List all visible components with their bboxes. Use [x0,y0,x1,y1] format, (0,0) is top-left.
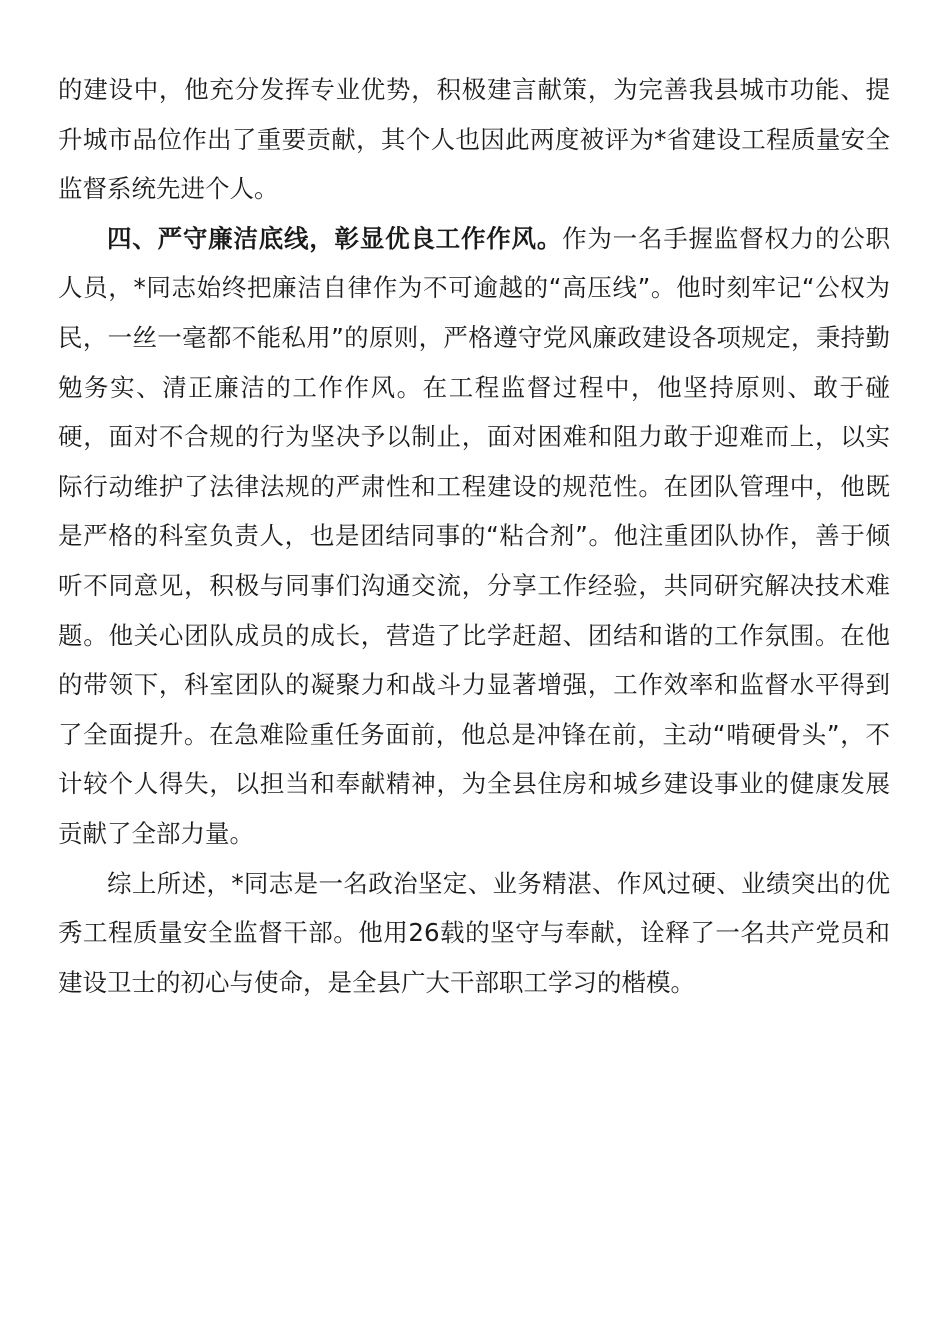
paragraph-conclusion [58,859,890,1008]
paragraph-continuation [58,65,890,214]
document-body [58,65,890,1007]
paragraph-text: 的建设中，他充分发挥专业优势，积极建言献策，为完善我县城市功能、提升城市品位作出了重要贡献，其个人也因此两度被评为*省建设工程质量安全监督系统先进个人。 [58,75,890,204]
paragraph-text: 综上所述，*同志是一名政治坚定、业务精湛、作风过硬、业绩突出的优秀工程质量安全监督干部。他用26载的坚守与奉献，诠释了一名共产党员和建设卫士的初心与使命，是全县广大干部职工学习的楷模。 [58,868,890,997]
paragraph-section-four [58,214,890,859]
paragraph-text: 作为一名手握监督权力的公职人员，*同志始终把廉洁自律作为不可逾越的“高压线”。他时刻牢记“公权为民，一丝一毫都不能私用”的原则，严格遵守党风廉政建设各项规定，秉持勤勉务实、清正廉洁的工作作风。在工程监督过程中，他坚持原则、敢于碰硬，面对不合规的行为坚决予以制止，面对困难和阻力敢于迎难而上，以实际行动维护了法律法规的严肃性和工程建设的规范性。在团队管理中，他既是严格的科室负责人，也是团结同事的“粘合剂”。他注重团队协作，善于倾听不同意见，积极与同事们沟通交流，分享工作经验，共同研究解决技术难题。他关心团队成员的成长，营造了比学赶超、团结和谐的工作氛围。在他的带领下，科室团队的凝聚力和战斗力显著增强，工作效率和监督水平得到了全面提升。在急难险重任务面前，他总是冲锋在前，主动“啃硬骨头”，不计较个人得失，以担当和奉献精神，为全县住房和城乡建设事业的健康发展贡献了全部力量。 [58,223,891,848]
section-heading: 四、严守廉洁底线，彰显优良工作作风。 [107,223,563,253]
